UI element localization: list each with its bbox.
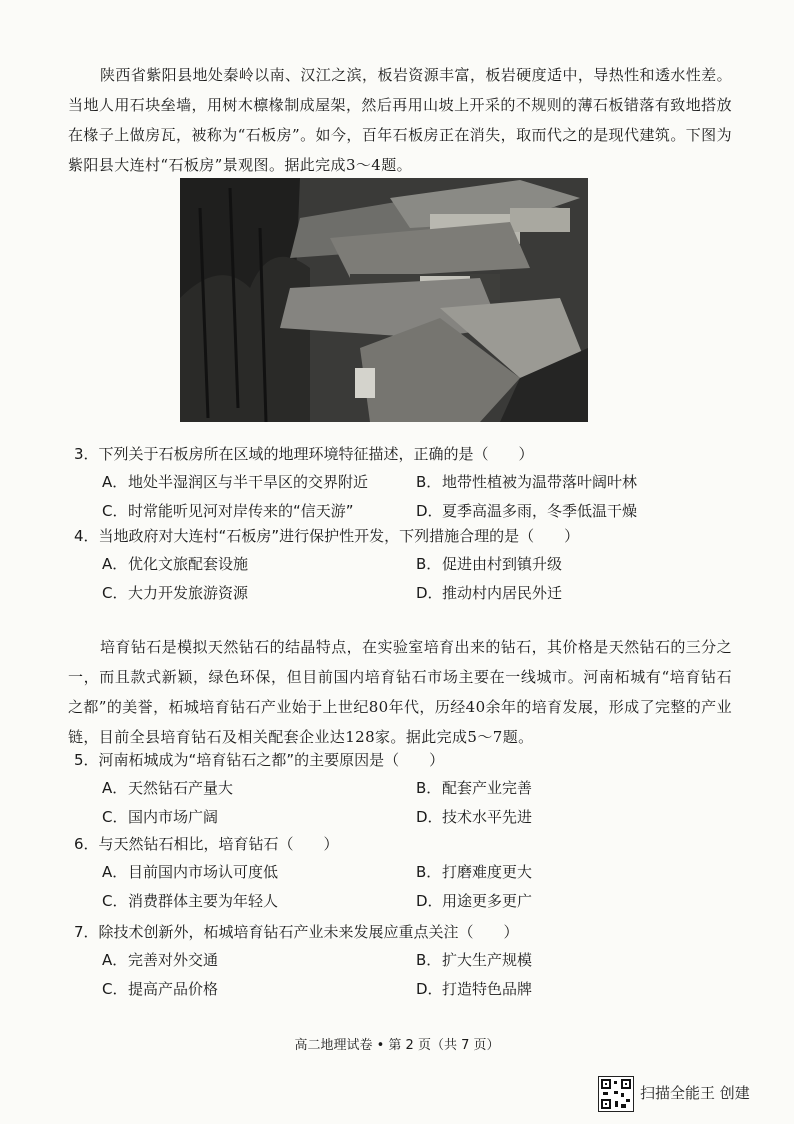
options [74, 946, 734, 1004]
stone-house-photo [180, 178, 588, 422]
options [74, 858, 734, 916]
option-c[interactable]: C．消费群体主要为年轻人 [102, 892, 279, 910]
question-stem: 6．与天然钻石相比，培育钻石（ ） [74, 835, 339, 853]
question-stem: 3．下列关于石板房所在区域的地理环境特征描述，正确的是（ ） [74, 445, 534, 463]
option-d[interactable]: D．夏季高温多雨，冬季低温干燥 [416, 502, 638, 520]
option-c[interactable]: C．国内市场广阔 [102, 808, 219, 826]
option-b[interactable]: B．促进由村到镇升级 [416, 555, 563, 573]
option-b[interactable]: B．地带性植被为温带落叶阔叶林 [416, 473, 638, 491]
qr-code-icon [598, 1076, 634, 1112]
option-a[interactable]: A．优化文旅配套设施 [102, 555, 249, 573]
option-d[interactable]: D．用途更多更广 [416, 892, 533, 910]
question-stem: 7．除技术创新外，柘城培育钻石产业未来发展应重点关注（ ） [74, 923, 519, 941]
question-3 [74, 440, 734, 526]
option-d[interactable]: D．打造特色品牌 [416, 980, 533, 998]
passage-stone-houses: 陕西省紫阳县地处秦岭以南、汉江之滨，板岩资源丰富，板岩硬度适中，导热性和透水性差。当地人用石块垒墙，用树木檩椽制成屋架，然后再用山坡上开采的不规则的薄石板错落有致地搭放在椽子上做房瓦，被称为“石板房”。如今，百年石板房正在消失，取而代之的是现代建筑。下图为紫阳县大连村“石板房”景观图。据此完成3～4题。 [68, 66, 732, 174]
option-c[interactable]: C．时常能听见河对岸传来的“信天游” [102, 502, 354, 520]
option-b[interactable]: B．打磨难度更大 [416, 863, 533, 881]
option-a[interactable]: A．目前国内市场认可度低 [102, 863, 279, 881]
option-a[interactable]: A．完善对外交通 [102, 951, 219, 969]
option-a[interactable]: A．天然钻石产量大 [102, 779, 234, 797]
question-stem: 4．当地政府对大连村“石板房”进行保护性开发，下列措施合理的是（ ） [74, 527, 580, 545]
scanner-watermark: 扫描全能王 创建 [640, 1084, 750, 1102]
question-6 [74, 830, 734, 916]
options [74, 550, 734, 608]
page-footer: 高二地理试卷 • 第 2 页（共 7 页） [294, 1038, 500, 1053]
option-d[interactable]: D．技术水平先进 [416, 808, 533, 826]
question-stem: 5．河南柘城成为“培育钻石之都”的主要原因是（ ） [74, 751, 445, 769]
option-d[interactable]: D．推动村内居民外迁 [416, 584, 563, 602]
option-b[interactable]: B．配套产业完善 [416, 779, 533, 797]
question-5 [74, 746, 734, 832]
options [74, 468, 734, 526]
question-7 [74, 918, 734, 1004]
option-a[interactable]: A．地处半湿润区与半干旱区的交界附近 [102, 473, 369, 491]
option-c[interactable]: C．大力开发旅游资源 [102, 584, 249, 602]
passage-cultivated-diamonds: 培育钻石是模拟天然钻石的结晶特点，在实验室培育出来的钻石，其价格是天然钻石的三分之一，而且款式新颖，绿色环保，但目前国内培育钻石市场主要在一线城市。河南柘城有“培育钻石之都”的美誉，柘城培育钻石产业始于上世纪80年代，历经40余年的培育发展，形成了完整的产业链，目前全县培育钻石及相关配套企业达128家。据此完成5～7题。 [68, 638, 732, 746]
options [74, 774, 734, 832]
question-4 [74, 522, 734, 608]
option-b[interactable]: B．扩大生产规模 [416, 951, 533, 969]
stone-house-illustration [180, 178, 588, 422]
option-c[interactable]: C．提高产品价格 [102, 980, 219, 998]
